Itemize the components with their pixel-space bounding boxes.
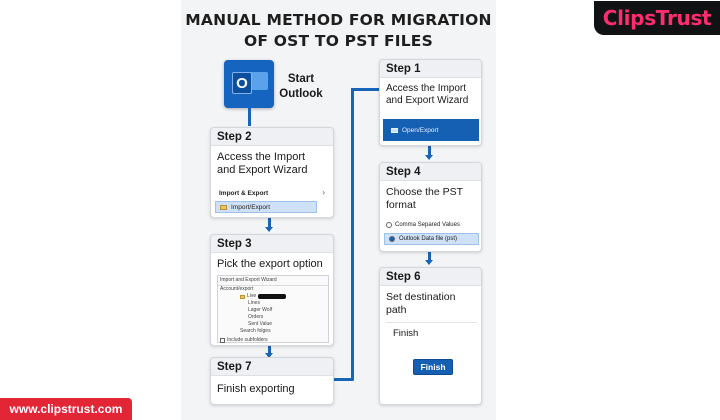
tree-item[interactable]: Search folges [240,328,271,334]
tree-item[interactable]: Lines [248,300,260,306]
page-title [181,10,496,52]
step-1-card [379,59,482,146]
step-4-card [379,162,482,252]
title-line-2: OF OST TO PST FILES [244,32,433,50]
title-line-1: MANUAL METHOD FOR MIGRATION [185,11,492,29]
pst-option[interactable]: Outlook Data file (pst) [384,233,479,245]
brand-url[interactable]: www.clipstrust.com [0,398,132,420]
step-3-text: Pick the export option [217,258,323,270]
csv-option[interactable]: Comma Separed Values [386,222,460,228]
outlook-icon [224,60,274,108]
radio-icon [386,222,392,228]
checkbox-icon [220,338,225,343]
folder-icon [240,295,245,299]
step-7-label: Step 7 [211,358,333,376]
step-4-label: Step 4 [380,163,481,181]
step-3-card [210,234,334,346]
connector-step7-out [333,378,353,381]
start-label-line-2: Outlook [279,88,323,100]
step-1-text: Access the Import and Export Wizard [386,83,469,106]
chevron-right-icon: › [322,188,325,197]
step-2-label: Step 2 [211,128,333,146]
arrow-step6 [425,260,433,265]
step-2-menu-header: Import & Export [219,190,269,197]
arrow-step3 [265,227,273,232]
step-1-label: Step 1 [380,60,481,78]
connector-start-step2 [248,108,251,126]
finish-divider [386,322,477,323]
finish-button[interactable]: Finish [413,359,453,375]
envelope-icon [250,72,268,90]
wizard-icon [220,205,227,210]
tree-root[interactable]: Account/export [220,286,254,292]
redacted-mark [258,294,286,299]
tree-root-child[interactable]: Live [218,293,328,300]
arrow-step4 [425,155,433,160]
include-subfolders-checkbox[interactable]: Include subfolders [218,337,328,344]
step-4-text: Choose the PST format [386,186,464,211]
step-7-text: Finish exporting [217,383,295,395]
brand-logo[interactable] [594,1,720,35]
step-6-text: Set destination path [386,291,456,316]
start-label-line-1: Start [287,73,315,85]
open-export-bar[interactable]: Open/Export [383,119,479,141]
tree-item[interactable]: Orders [248,314,264,320]
finish-label: Finish [393,328,419,339]
step-7-card [210,357,334,405]
brand-logo-text: ClipsTrust [602,6,712,30]
step-2-import-export-item[interactable]: Import/Export [215,201,317,213]
radio-selected-icon [389,236,395,242]
step-3-label: Step 3 [211,235,333,253]
wizard-title: Import and Export Wizard [218,276,328,286]
step-2-card [210,127,334,218]
connector-vertical [351,88,354,381]
step-6-card [379,267,482,405]
step-6-label: Step 6 [380,268,481,286]
tree-item[interactable]: Lager Wolf [248,307,273,313]
wizard-dialog [217,275,329,343]
outlook-o-icon: O [232,72,252,94]
step-2-text: Access the Import and Export Wizard [217,151,308,176]
folder-icon [391,128,398,133]
connector-to-step1 [351,88,379,91]
tree-item[interactable]: Sent Value [248,321,273,327]
start-outlook-label [276,72,326,102]
